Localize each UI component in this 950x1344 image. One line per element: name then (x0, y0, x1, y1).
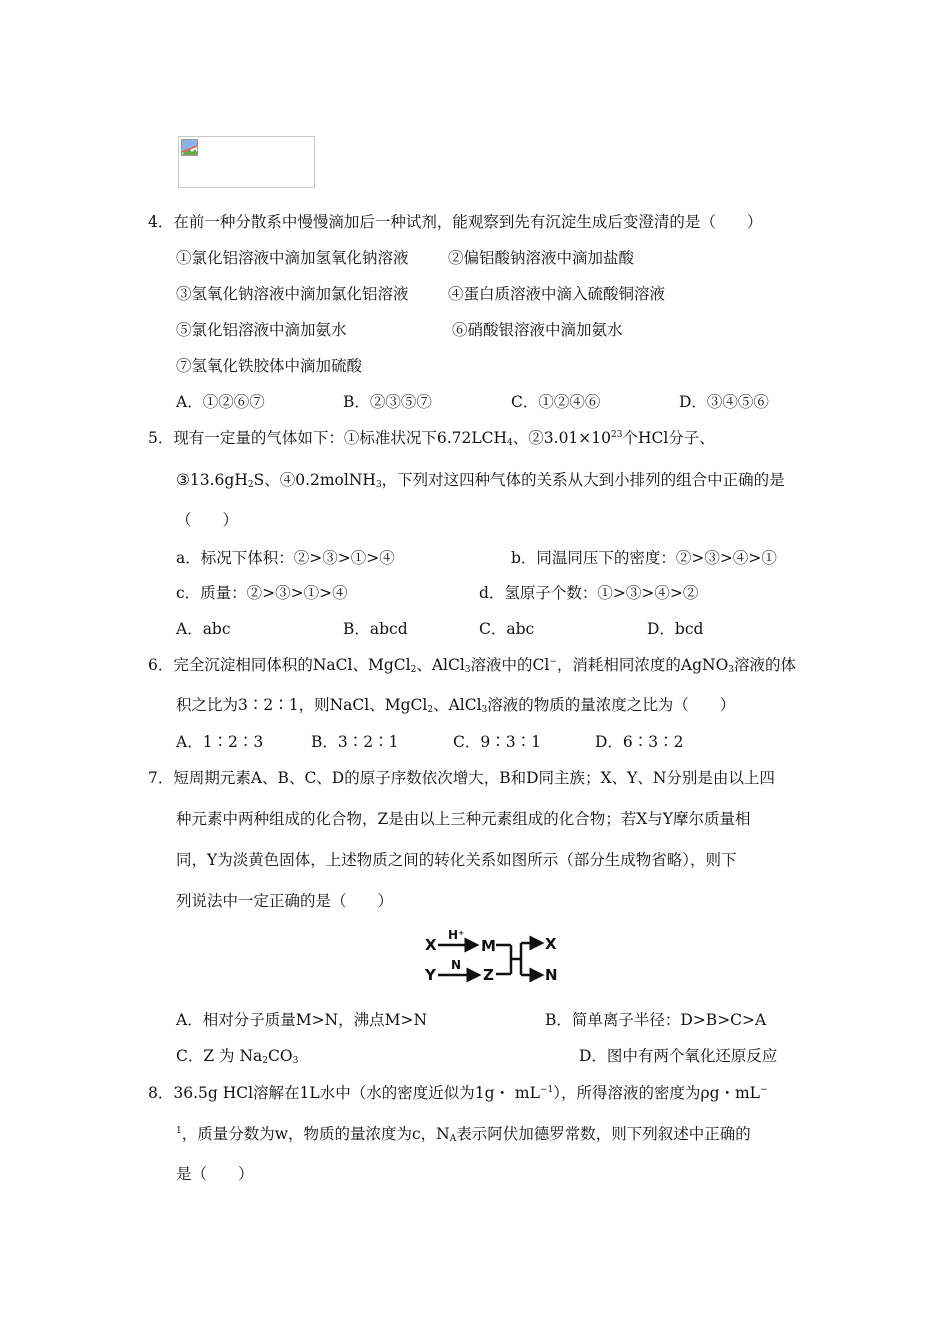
q6-option-a: A．1∶2∶3 (176, 733, 264, 751)
q4-item-4: ④蛋白质溶液中滴入硫酸铜溶液 (448, 285, 666, 303)
q4-option-a: A．①②⑥⑦ (176, 393, 265, 411)
q4-item-5: ⑤氯化铝溶液中滴加氨水 (176, 321, 347, 339)
q7-option-c: C．Z 为 $Na_2CO_3$ (176, 1047, 299, 1066)
q4-item-7: ⑦氢氧化铁胶体中滴加硫酸 (176, 357, 363, 375)
q5-statement-b: b．同温同压下的密度：②>③>④>① (511, 549, 777, 567)
q7-line-4: 列说法中一定正确的是（ ） (176, 892, 394, 910)
diagram-out-x: X (545, 935, 557, 953)
q8-line-1: 8．36.5g HCl溶解在1L水中（水的密度近似为1g・ $mL^{-1}$），所得溶液的密度为ρg・mL− (148, 1084, 768, 1102)
q5-line-3: （ ） (176, 511, 239, 529)
q5-line-1: 5．现有一定量的气体如下：①标准状况下$6.72LCH_4$、$②3.01\times 10^{23}$个HCl分子、 (148, 429, 715, 448)
q4-item-2: ②偏铝酸钠溶液中滴加盐酸 (448, 249, 635, 267)
q5-option-a: A．abc (176, 620, 231, 638)
q5-statement-c: c．质量：②>③>①>④ (176, 584, 348, 602)
q4-item-6: ⑥硝酸银溶液中滴加氨水 (452, 321, 623, 339)
image-placeholder (178, 136, 315, 188)
q5-statement-d: d．氢原子个数：①>③>④>② (479, 584, 699, 602)
q6-line-1: 6．完全沉淀相同体积的NaCl、MgCl$_2$、AlCl$_3$溶液中的Cl−，消耗相同浓度的AgNO$_3$溶液的体 (148, 656, 797, 675)
q7-line-3: 同，Y为淡黄色固体，上述物质之间的转化关系如图所示（部分生成物省略），则下 (176, 851, 737, 869)
diagram-n: N (451, 958, 462, 972)
q6-option-c: C．9∶3∶1 (453, 733, 541, 751)
q7-option-a: A．相对分子质量M>N，沸点M>N (176, 1011, 428, 1029)
q7-option-d: D．图中有两个氧化还原反应 (579, 1047, 778, 1065)
q4-item-3: ③氢氧化钠溶液中滴加氯化铝溶液 (176, 285, 409, 303)
q4-option-c: C．①②④⑥ (511, 393, 601, 411)
q5-option-b: B．abcd (343, 620, 408, 638)
broken-image-icon (181, 139, 198, 156)
diagram-m: M (481, 937, 496, 955)
q5-statement-a: a．标况下体积：②>③>①>④ (176, 549, 395, 567)
diagram-y: Y (425, 966, 436, 984)
q4-option-b: B．②③⑤⑦ (343, 393, 432, 411)
q5-option-c: C．abc (479, 620, 535, 638)
q5-line-2: $③13.6gH_2S$、④0.2molNH$_3$，下列对这四种气体的关系从大到小排列的组合中正确的是 (176, 471, 785, 490)
q4-option-d: D．③④⑤⑥ (679, 393, 769, 411)
diagram-z: Z (483, 966, 494, 984)
q5-option-d: D．bcd (647, 620, 704, 638)
q4-stem: 4．在前一种分散系中慢慢滴加后一种试剂，能观察到先有沉淀生成后变澄清的是（ ） (148, 213, 763, 231)
q7-line-1: 7．短周期元素A、B、C、D的原子序数依次增大，B和D同主族；X、Y、N分别是由以上四 (148, 769, 775, 787)
q4-item-1: ①氯化铝溶液中滴加氢氧化钠溶液 (176, 249, 409, 267)
q6-line-2: 积之比为3∶2∶1，则NaCl、MgCl$_2$、AlCl$_3$溶液的物质的量浓度之比为（ ） (176, 696, 736, 715)
q8-line-2: $^1$，质量分数为w，物质的量浓度为c，$N_A$表示阿伏加德罗常数，则下列叙述中正确的 (176, 1125, 751, 1144)
q7-line-2: 种元素中两种组成的化合物，Z是由以上三种元素组成的化合物；若X与Y摩尔质量相 (176, 810, 751, 828)
diagram-h: H⁺ (448, 928, 465, 942)
q6-option-d: D．6∶3∶2 (595, 733, 684, 751)
q8-line-3: 是（ ） (176, 1165, 254, 1183)
reaction-diagram (425, 928, 565, 986)
diagram-out-n: N (545, 966, 558, 984)
diagram-x: X (425, 936, 437, 954)
q7-option-b: B．简单离子半径：D>B>C>A (545, 1011, 767, 1029)
q6-option-b: B．3∶2∶1 (311, 733, 399, 751)
